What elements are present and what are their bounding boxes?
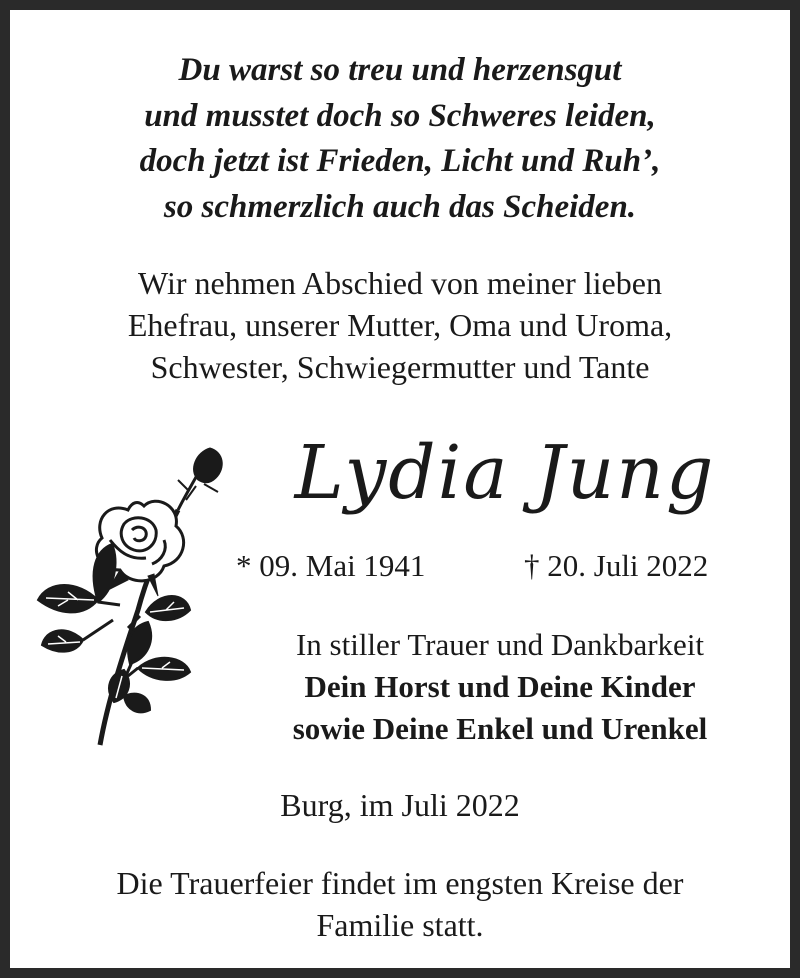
death-date: † 20. Juli 2022 xyxy=(524,548,709,583)
mourners-line: sowie Deine Enkel und Urenkel xyxy=(292,711,708,746)
intro-line: Ehefrau, unserer Mutter, Oma und Uroma, xyxy=(127,307,673,343)
rose-icon xyxy=(28,440,228,750)
mourners-block xyxy=(240,624,760,750)
mourners-intro: In stiller Trauer und Dankbarkeit xyxy=(295,627,705,662)
mourners-line: Dein Horst und Deine Kinder xyxy=(304,669,696,704)
ceremony-line: Familie statt. xyxy=(316,907,484,943)
place-date: Burg, im Juli 2022 xyxy=(280,787,520,823)
poem-line: so schmerzlich auch das Scheiden. xyxy=(163,188,637,225)
deceased-name: Lydia Jung xyxy=(294,430,716,516)
farewell-intro xyxy=(10,262,790,388)
intro-line: Schwester, Schwiegermutter und Tante xyxy=(150,349,650,385)
poem-line: Du warst so treu und herzensgut xyxy=(178,52,622,88)
ceremony-line: Die Trauerfeier findet im engsten Kreise der xyxy=(116,865,684,901)
ceremony-note xyxy=(10,862,790,946)
poem xyxy=(10,48,790,230)
intro-line: Wir nehmen Abschied von meiner lieben xyxy=(138,265,662,301)
poem-line: doch jetzt ist Frieden, Licht und Ruh’, xyxy=(139,143,661,179)
birth-date: * 09. Mai 1941 xyxy=(236,548,426,583)
poem-line: und musstet doch so Schweres leiden, xyxy=(144,97,656,134)
